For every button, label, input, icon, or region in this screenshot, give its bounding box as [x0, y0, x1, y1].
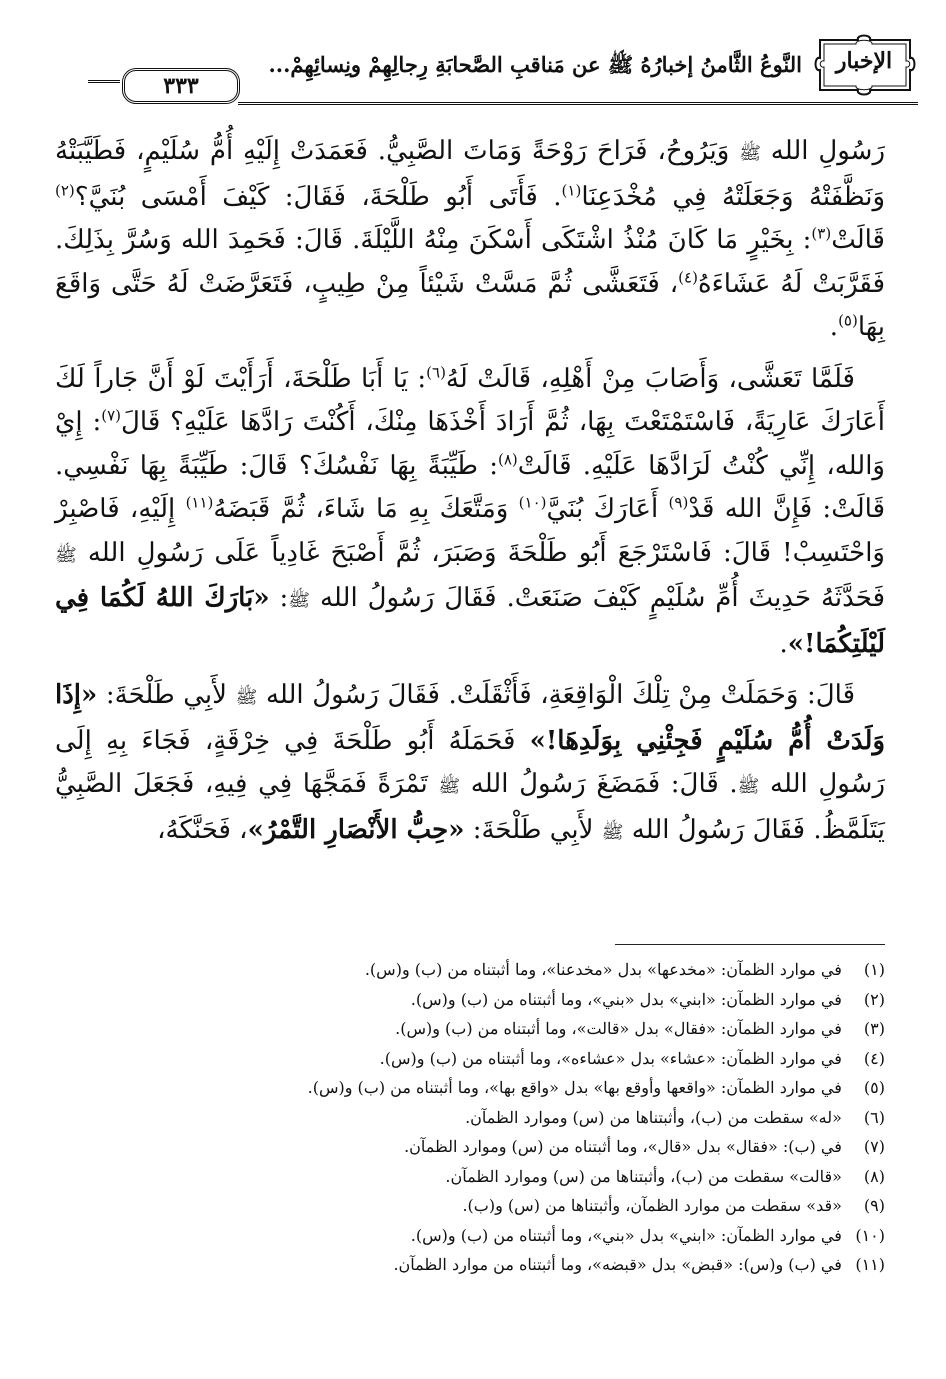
hadith-quote: «إِذَا وَلَدَتْ أُمُّ سُلَيْمٍ فَجِئْنِي بِوَلَدِهَا!» [55, 680, 886, 756]
salawat-glyph: ﷺ [288, 590, 311, 611]
salawat-glyph: ﷺ [55, 544, 77, 566]
text-run: : إِيْ وَالله، إِنِّي كُنْتُ لَرَادَّهَا عَلَيْهِ. قَالَتْ [55, 407, 885, 481]
footnote-number: (١٠) [855, 1225, 885, 1245]
text-run: : [269, 583, 289, 613]
footnote-number: (٧) [863, 1137, 885, 1156]
footnote [120, 1103, 885, 1133]
text-run: : بِخَيْرٍ مَا كَانَ مُنْذُ اشْتَكَى أَسْكَنَ مِنْهُ اللَّيْلَةَ. قَالَ: فَحَمِدَ الله وَسُرَّ بِذَلِكَ. فَقَرَّبَتْ لَهُ عَشَاءَهُ [55, 225, 885, 299]
footnote-ref: (٨) [497, 449, 518, 468]
footnote-ref: (٥) [838, 311, 858, 330]
footnote-ref: (٣) [811, 224, 832, 243]
text-run: إِلَيْهِ، فَاصْبِرْ وَاحْتَسِبْ! قَالَ: فَاسْتَرْجَعَ أَبُو طَلْحَةَ وَصَبَرَ، ثُمَّ أَصْبَحَ غَادِياً عَلَى رَسُولِ الله [55, 494, 885, 568]
footnote-number: (١) [863, 960, 885, 979]
salawat-glyph: ﷺ [438, 776, 461, 797]
text-run: فَلَمَّا تَعَشَّى، وَأَصَابَ مِنْ أَهْلِهِ، قَالَتْ لَهُ [445, 363, 855, 394]
running-title: النَّوعُ الثَّامنُ إخبارُهُ ﷺ عن مَناقبِ الصَّحابَةِ رِجالِهِمْ ونِسائِهِمْ... [268, 52, 802, 77]
header-rule [238, 102, 918, 105]
footnote-text: «قالت» سقطت من (ب)، وأثبتناها من (س) وموارد الظمآن. [445, 1166, 842, 1186]
hadith-quote: «بَارَكَ اللهُ لَكُمَا فِي لَيْلَتِكُمَا!» [55, 583, 885, 659]
text-run: : طَيِّبَةً بِهَا نَفْسُكَ؟ قَالَ: طَيِّبَةً بِهَا نَفْسِي. قَالَتْ: فَإِنَّ الله قَدْ [55, 450, 885, 524]
text-run: ، فَحَنَّكَهُ، [157, 814, 248, 845]
footnote [120, 1221, 885, 1251]
footnote-text: في موارد الظمآن: «ابني» بدل «بني»، وما أثبتناه من (ب) و(س). [410, 989, 842, 1009]
footnote-text: في (ب) و(س): «قبض» بدل «قبضه»، وما أثبتناه من موارد الظمآن. [393, 1255, 842, 1274]
footnote-text: في موارد الظمآن: «فقال» بدل «قالت»، وما أثبتناه من (ب) و(س). [395, 1019, 842, 1038]
footnote [120, 985, 885, 1015]
text-run: . قَالَ: فَمَضَغَ رَسُولُ الله [460, 769, 738, 799]
footnote-ref: (٦) [426, 362, 446, 381]
paragraph [55, 358, 885, 667]
footnote [120, 955, 885, 985]
salawat-glyph: ﷺ [235, 687, 258, 708]
footnote-ref: (٤) [678, 267, 698, 286]
paragraph [55, 674, 885, 854]
salawat-glyph: ﷺ [601, 821, 624, 843]
footnote [120, 1162, 885, 1192]
footnote-ref: (١٠) [518, 493, 547, 512]
text-run: أَعَارَكَ بُنَيَّ [546, 494, 669, 524]
footnote-text: في (ب): «فقال» بدل «قال»، وما أثبتناه من (س) وموارد الظمآن. [404, 1137, 842, 1156]
text-run: تَمْرَةً فَمَجَّهَا فِي فِيهِ، فَجَعَلَ الصَّبِيُّ يَتَلَمَّظُ. فَقَالَ رَسُولُ الله [55, 769, 885, 845]
footnote-ref: (١) [561, 180, 582, 199]
footnote-number: (٤) [863, 1048, 885, 1068]
footnote-number: (٥) [863, 1078, 885, 1097]
badge-label: الإخبار [835, 48, 893, 74]
text-run: قَالَتْ [831, 225, 885, 255]
footnote [120, 1044, 885, 1074]
footnote [120, 1250, 885, 1280]
text-run: فَحَمَلَهُ أَبُو طَلْحَةَ فِي خِرْقَةٍ، فَجَاءَ بِهِ إِلَى رَسُولِ الله [55, 725, 885, 799]
header-rule-left [88, 80, 120, 83]
footnote-text: في موارد الظمآن: «عشاء» بدل «عشاءه»، وما أثبتناه من (ب) و(س). [379, 1048, 842, 1068]
text-run: . فَأَتَى أَبُو طَلْحَةَ، فَقَالَ: كَيْفَ أَمْسَى بُنَيَّ؟ [74, 181, 562, 212]
footnote [120, 1014, 885, 1044]
text-run: . [779, 628, 788, 659]
page-number: ٣٣٣ [122, 68, 240, 104]
footnote [120, 1132, 885, 1162]
footnote-number: (٢) [863, 989, 885, 1009]
footnote [120, 1073, 885, 1103]
main-text [55, 130, 885, 862]
text-run: فَحَدَّثَهُ حَدِيثَ أُمِّ سُلَيْمٍ كَيْفَ صَنَعَتْ. فَقَالَ رَسُولُ الله [310, 583, 885, 613]
footnote-text: «قد» سقطت من موارد الظمآن، وأثبتناها من (س) و(ب). [462, 1196, 842, 1215]
salawat-glyph: ﷺ [737, 776, 760, 797]
page-header [40, 30, 920, 116]
chapter-badge [810, 32, 920, 98]
text-run: . [829, 312, 839, 342]
salawat-glyph: ﷺ [739, 143, 761, 164]
text-run: : يَا أَبَا طَلْحَةَ، أَرَأَيْتَ لَوْ أَنَّ جَاراً لَكَ أَعَارَكَ عَارِيَةً، فَاسْتَمْتَعْتَ بِهَا، ثُمَّ أَرَادَ أَخْذَهَا مِنْكَ، أَكُنْتَ رَادَّهَا عَلَيْهِ؟ قَالَ [55, 363, 885, 437]
text-run: قَالَ: وَحَمَلَتْ مِنْ تِلْكَ الْوَاقِعَةِ، فَأَثْقَلَتْ. فَقَالَ رَسُولُ الله [257, 680, 856, 710]
text-run: رَسُولِ الله [760, 136, 885, 166]
paragraph [55, 130, 885, 350]
text-run: ، فَتَعَشَّى ثُمَّ مَسَّتْ شَيْئاً مِنْ طِيبٍ، فَتَعَرَّضَتْ لَهُ حَتَّى وَاقَعَ بِهَا [55, 268, 885, 342]
text-run: لأَبِي طَلْحَةَ: [97, 680, 236, 710]
footnote [120, 1191, 885, 1221]
footnote-ref: (٧) [101, 406, 121, 425]
footnote-text: في موارد الظمآن: «واقعها وأوقع بها» بدل «واقع بها»، وما أثبتناه من (ب) و(س). [307, 1078, 842, 1097]
footnote-text: في موارد الظمآن: «مخدعها» بدل «مخدعنا»، وما أثبتناه من (ب) و(س). [364, 960, 842, 979]
footnote-text: في موارد الظمآن: «ابني» بدل «بني»، وما أثبتناه من (ب) و(س). [410, 1225, 842, 1245]
footnote-ref: (٩) [668, 493, 689, 512]
footnote-number: (٨) [863, 1166, 885, 1186]
text-run: لأَبِي طَلْحَةَ: [464, 814, 602, 845]
footnote-text: «له» سقطت من (ب)، وأثبتناها من (س) وموارد الظمآن. [465, 1107, 842, 1127]
footnote-number: (٦) [863, 1107, 885, 1127]
footnote-ref: (٢) [55, 180, 75, 199]
text-run: وَمَتَّعَكَ بِهِ مَا شَاءَ، ثُمَّ قَبَضَهُ [213, 494, 519, 524]
footnote-number: (١١) [855, 1255, 885, 1274]
text-run: وَيَرُوحُ، فَرَاحَ رَوْحَةً وَمَاتَ الصَّبِيُّ. فَعَمَدَتْ إِلَيْهِ أُمُّ سُلَيْمٍ، فَطَيَّبَتْهُ وَنَظَّفَتْهُ وَجَعَلَتْهُ فِي مُخْدَعِنَا [55, 136, 886, 212]
footnote-number: (٩) [863, 1196, 885, 1215]
footnote-number: (٣) [863, 1019, 885, 1038]
footnote-divider [615, 944, 885, 945]
footnotes [120, 955, 885, 1280]
hadith-quote: «حِبُّ الأَنْصَارِ التَّمْرُ» [247, 814, 465, 845]
footnote-ref: (١١) [185, 493, 214, 512]
